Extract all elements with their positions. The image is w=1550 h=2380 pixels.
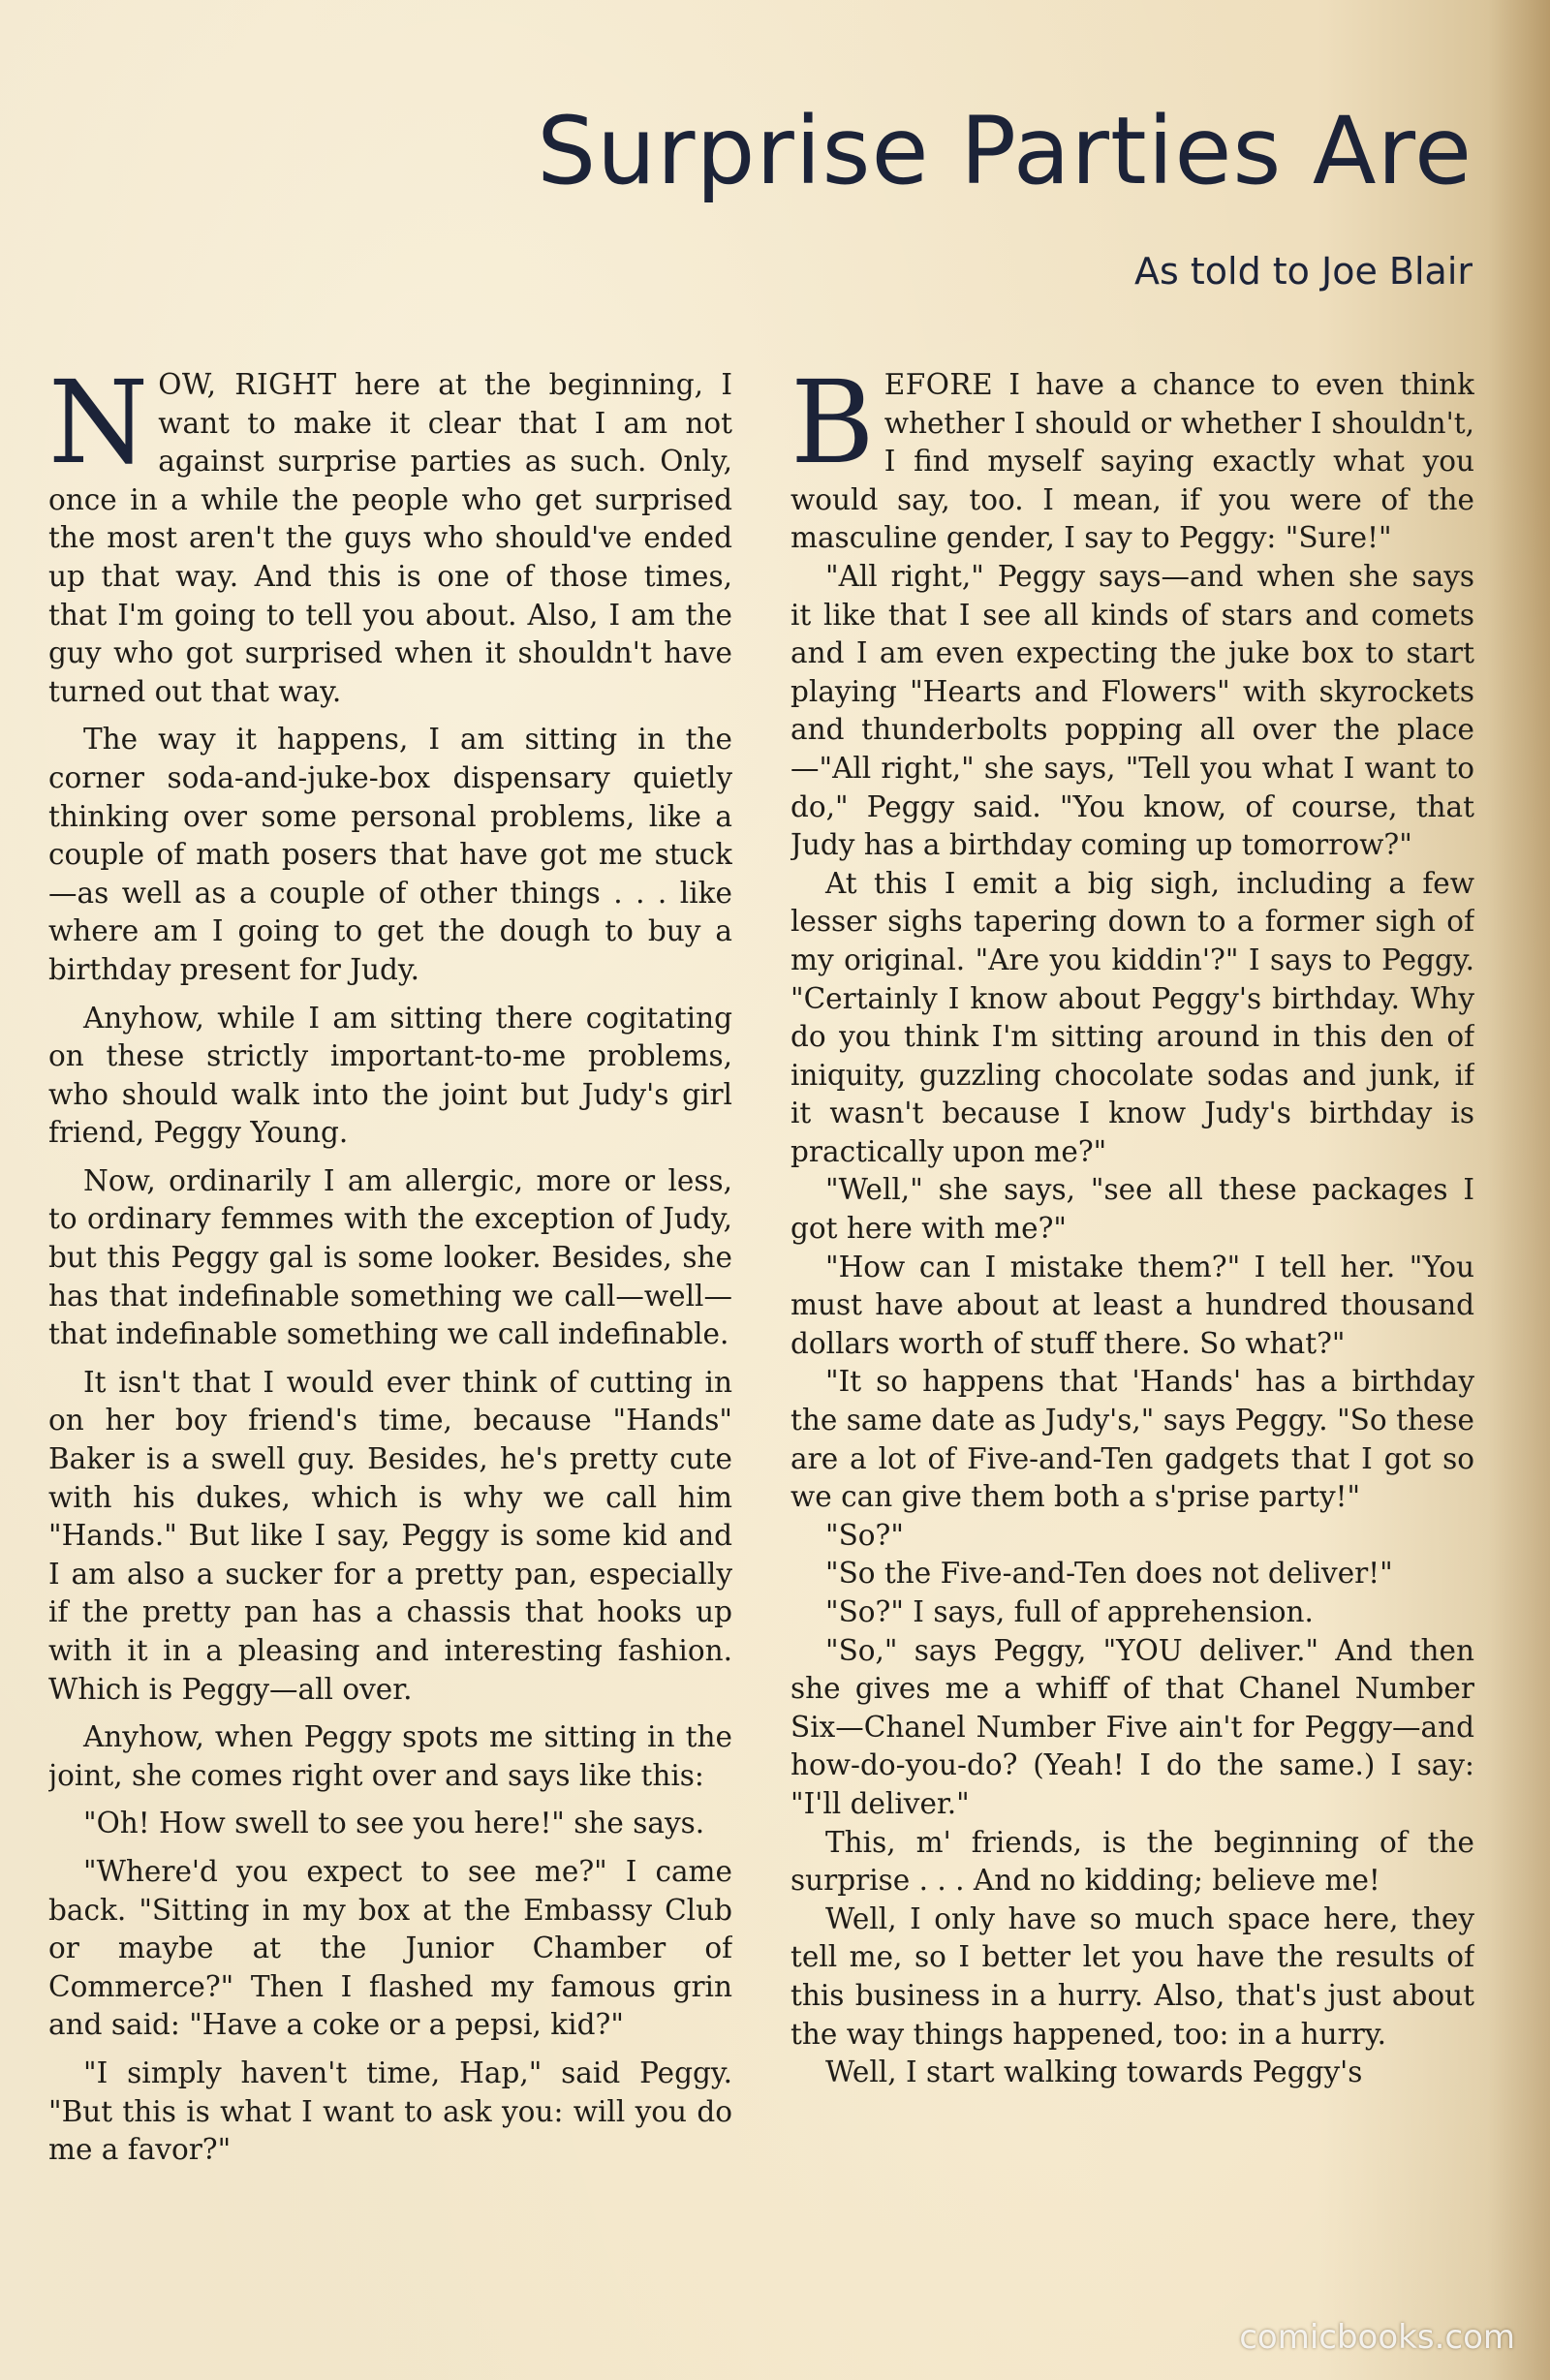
- paragraph: "So the Five-and-Ten does not deliver!": [825, 1557, 1393, 1591]
- paragraph: The way it happens, I am sitting in the corner soda-and-juke-box dispensary quietly thinking over some personal problems, like a couple of math posers that have got me stuck—as well as a couple of other things . . . like where am I going to get the dough to buy a birthday present for Judy.: [48, 723, 732, 986]
- paragraph: Now, ordinarily I am allergic, more or less, to ordinary femmes with the exception of Judy, but this Peggy gal is some looker. Besides, she has that indefinable something we call—well—that indefinable something we call indefinable.: [48, 1163, 732, 1351]
- paragraph: Well, I only have so much space here, they tell me, so I better let you have the results of this business in a hurry. Also, that's just about the way things happened, too: in a hurry.: [790, 1901, 1474, 2051]
- paragraph: "So?" I says, full of apprehension.: [825, 1595, 1314, 1628]
- paragraph: Well, I start walking towards Peggy's: [825, 2055, 1363, 2089]
- right-column: [790, 366, 1474, 2303]
- paragraph: "Well," she says, "see all these packages I got here with me?": [790, 1173, 1474, 1246]
- opening-text-right: I have a chance to even think whether I should or whether I shouldn't, I find myself saying exactly what you would say, too. I mean, if you were of the masculine gender, I say to Peggy: "Sure!": [790, 368, 1474, 555]
- paragraph: "It so happens that 'Hands' has a birthday the same date as Judy's," says Peggy. "So these are a lot of Five-and-Ten gadgets that I got so we can give them both a s'prise party!": [790, 1365, 1474, 1514]
- opening-caps-right: EFORE: [884, 368, 994, 401]
- drop-cap-n: N: [48, 366, 149, 489]
- left-column: [48, 366, 732, 2303]
- paragraph: "So?": [825, 1518, 904, 1552]
- paragraph: "I simply haven't time, Hap," said Peggy. "But this is what I want to ask you: will you do me a favor?": [48, 2055, 732, 2167]
- watermark: comicbooks.com: [1239, 2318, 1515, 2357]
- opening-paragraph-left: [48, 366, 732, 711]
- paragraph: "All right," Peggy says—and when she says it like that I see all kinds of stars and comets and I am even expecting the juke box to start playing "Hearts and Flowers" with skyrockets and thunderbolts popping all over the place—"All right," she says, "Tell you what I want to do," Peggy said. "You know, of course, that Judy has a birthday coming up tomorrow?": [790, 559, 1474, 862]
- opening-paragraph-right: [790, 366, 1474, 558]
- opening-caps-left: OW, RIGHT: [158, 368, 337, 401]
- article-byline: As told to Joe Blair: [1133, 250, 1472, 293]
- paragraph: "Oh! How swell to see you here!" she says.: [83, 1807, 705, 1840]
- paragraph: "How can I mistake them?" I tell her. "You must have about at least a hundred thousand dollars worth of stuff there. So what?": [790, 1250, 1474, 1360]
- paragraph: It isn't that I would ever think of cutting in on her boy friend's time, because "Hands" Baker is a swell guy. Besides, he's pretty cute with his dukes, which is why we call him "Hands." But like I say, Peggy is some kid and I am also a sucker for a pretty pan, especially if the pretty pan has a chassis that hooks up with it in a pleasing and interesting fashion. Which is Peggy—all over.: [48, 1365, 732, 1706]
- opening-text-left: here at the beginning, I want to make it clear that I am not against surprise parties as such. Only, once in a while the people who get surprised the most aren't the guys who should've ended up that way. And this is one of those times, that I'm going to tell you about. Also, I am the guy who got surprised when it shouldn't have turned out that way.: [48, 368, 732, 708]
- paragraph: This, m' friends, is the beginning of the surprise . . . And no kidding; believe me!: [790, 1825, 1474, 1898]
- paragraph: Anyhow, when Peggy spots me sitting in the joint, she comes right over and says like this:: [48, 1720, 732, 1792]
- paragraph: At this I emit a big sigh, including a few lesser sighs tapering down to a former sigh of my original. "Are you kiddin'?" I says to Peggy. "Certainly I know about Peggy's birthday. Why do you think I'm sitting around in this den of iniquity, guzzling chocolate sodas and junk, if it wasn't because I know Judy's birthday is practically upon me?": [790, 866, 1474, 1168]
- paragraph: "Where'd you expect to see me?" I came back. "Sitting in my box at the Embassy Club or maybe at the Junior Chamber of Commerce?" Then I flashed my famous grin and said: "Have a coke or a pepsi, kid?": [48, 1854, 732, 2042]
- drop-cap-b: B: [790, 366, 875, 489]
- article-title: Surprise Parties Are: [537, 97, 1472, 205]
- paragraph: Anyhow, while I am sitting there cogitating on these strictly important-to-me problems, who should walk into the joint but Judy's girl friend, Peggy Young.: [48, 1001, 732, 1150]
- paragraph: "So," says Peggy, "YOU deliver." And then she gives me a whiff of that Chanel Number Six—Chanel Number Five ain't for Peggy—and how-do-you-do? (Yeah! I do the same.) I say: "I'll deliver.": [790, 1633, 1474, 1820]
